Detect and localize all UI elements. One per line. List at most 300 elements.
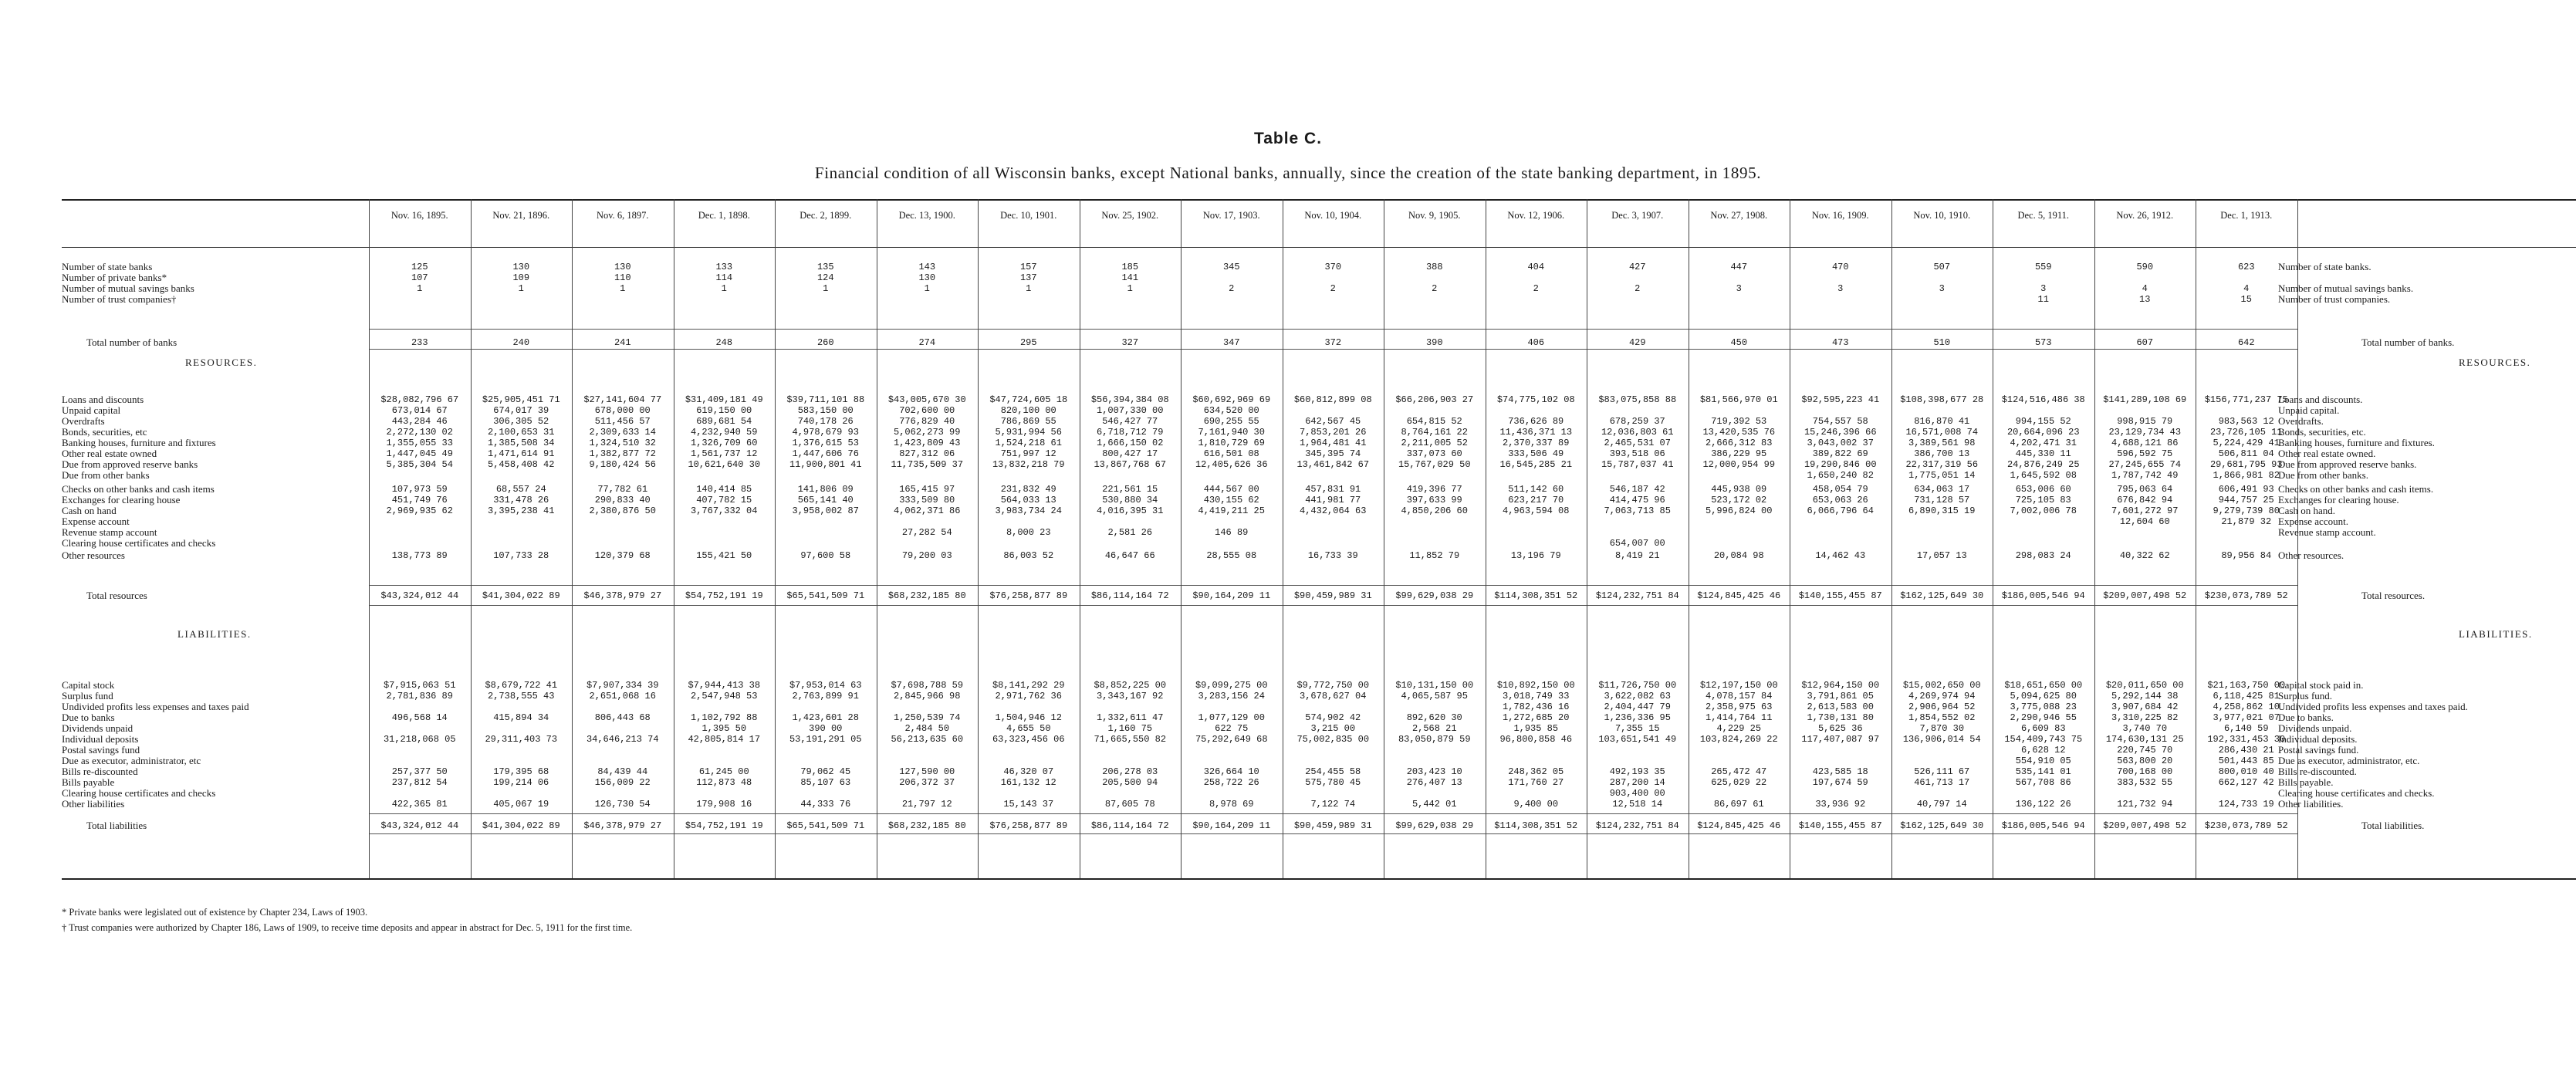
row-label: Individual deposits xyxy=(62,733,139,745)
table-cell: 1,866,981 82 xyxy=(2213,470,2280,481)
table-cell: 4,269,974 94 xyxy=(1908,691,1976,702)
table-cell: 29,311,403 73 xyxy=(485,734,558,745)
table-cell: 114 xyxy=(715,272,733,283)
table-cell: 1,561,737 12 xyxy=(691,448,758,459)
row-label: Banking houses, furniture and fixtures xyxy=(62,437,216,448)
table-cell: $21,163,750 00 xyxy=(2207,680,2286,691)
row-label-right: Number of mutual savings banks. xyxy=(2278,282,2414,294)
row-label: Expense account xyxy=(62,516,130,527)
table-cell: 429 xyxy=(1628,337,1646,348)
table-cell: 42,805,814 17 xyxy=(688,734,761,745)
table-cell: $114,308,351 52 xyxy=(1494,590,1578,601)
table-cell: 689,681 54 xyxy=(696,416,752,427)
table-cell: 220,745 70 xyxy=(2117,745,2173,756)
section-resources: RESOURCES. xyxy=(185,357,258,368)
table-cell: 892,620 30 xyxy=(1406,712,1462,723)
row-label: Total number of banks xyxy=(86,336,177,348)
table-cell: 27,282 54 xyxy=(901,527,952,538)
table-cell: $8,679,722 41 xyxy=(485,680,558,691)
table-cell: 75,292,649 68 xyxy=(1195,734,1268,745)
table-cell: 71,665,550 82 xyxy=(1094,734,1167,745)
section-liabilities: LIABILITIES. xyxy=(177,628,252,640)
table-cell: 14,462 43 xyxy=(1815,550,1866,561)
table-cell: 678,259 37 xyxy=(1609,416,1665,427)
table-cell: 653,063 26 xyxy=(1812,495,1868,505)
table-cell: 719,392 53 xyxy=(1711,416,1767,427)
table-cell: 386,229 95 xyxy=(1711,448,1767,459)
table-cell: 673,014 67 xyxy=(391,405,448,416)
table-cell: 326,664 10 xyxy=(1203,766,1259,777)
table-cell: 257,377 50 xyxy=(391,766,448,777)
row-label: Number of trust companies† xyxy=(62,293,177,305)
table-cell: $66,206,903 27 xyxy=(1395,394,1474,405)
table-cell: 642,567 45 xyxy=(1305,416,1361,427)
table-cell: 103,824,269 22 xyxy=(1699,734,1778,745)
table-cell: 1 xyxy=(1127,283,1133,294)
table-cell: $47,724,605 18 xyxy=(989,394,1068,405)
table-cell: 1,787,742 49 xyxy=(2111,470,2179,481)
table-cell: 4 xyxy=(2243,283,2250,294)
table-cell: 221,561 15 xyxy=(1102,484,1158,495)
column-header: Dec. 1, 1913. xyxy=(2220,210,2273,221)
table-cell: $60,692,969 69 xyxy=(1192,394,1271,405)
table-cell: $186,005,546 94 xyxy=(2001,590,2085,601)
table-cell: 1,077,129 00 xyxy=(1198,712,1265,723)
table-cell: 46,647 66 xyxy=(1104,550,1155,561)
table-cell: 15,787,037 41 xyxy=(1601,459,1674,470)
table-cell: 345 xyxy=(1222,262,1240,272)
table-cell: 13 xyxy=(2139,294,2151,305)
table-cell: 120,379 68 xyxy=(594,550,651,561)
table-cell: $10,892,150 00 xyxy=(1496,680,1575,691)
table-cell: 2 xyxy=(1635,283,1641,294)
table-cell: 7,853,201 26 xyxy=(1300,427,1367,438)
table-cell: 1,414,764 11 xyxy=(1706,712,1773,723)
column-header: Dec. 13, 1900. xyxy=(898,210,955,221)
table-cell: 15,143 37 xyxy=(1003,799,1054,810)
table-cell: 11 xyxy=(2037,294,2049,305)
column-header: Nov. 26, 1912. xyxy=(2116,210,2174,221)
table-cell: 390 xyxy=(1425,337,1443,348)
table-cell: 1,382,877 72 xyxy=(589,448,656,459)
table-cell: 1,250,539 74 xyxy=(894,712,961,723)
table-cell: 46,320 07 xyxy=(1003,766,1054,777)
table-cell: 507 xyxy=(1933,262,1951,272)
table-cell: 405,067 19 xyxy=(493,799,549,810)
table-cell: 79,200 03 xyxy=(901,550,952,561)
table-cell: 386,700 13 xyxy=(1914,448,1970,459)
table-cell: $46,378,979 27 xyxy=(583,820,662,831)
row-label-right: Revenue stamp account. xyxy=(2278,526,2376,538)
table-cell: 450 xyxy=(1730,337,1748,348)
table-cell: 3,775,088 23 xyxy=(2010,702,2077,712)
table-cell: 21,797 12 xyxy=(901,799,952,810)
table-cell: 31,218,068 05 xyxy=(383,734,456,745)
column-header: Nov. 16, 1895. xyxy=(390,210,448,221)
table-cell: $209,007,498 52 xyxy=(2103,820,2187,831)
row-label: Undivided profits less expenses and taxes paid xyxy=(62,701,249,712)
table-cell: 130 xyxy=(918,272,936,283)
row-label: Number of private banks* xyxy=(62,272,167,283)
table-cell: 827,312 06 xyxy=(899,448,955,459)
table-cell: 1,666,150 02 xyxy=(1097,438,1164,448)
table-cell: 154,409,743 75 xyxy=(2004,734,2083,745)
table-cell: 1,423,809 43 xyxy=(894,438,961,448)
table-cell: 156,009 22 xyxy=(594,777,651,788)
table-cell: $18,651,650 00 xyxy=(2004,680,2083,691)
table-cell: 15,246,396 66 xyxy=(1804,427,1877,438)
table-cell: 137 xyxy=(1019,272,1037,283)
table-cell: 248 xyxy=(715,337,733,348)
row-label: Clearing house certificates and checks xyxy=(62,787,216,799)
table-cell: 5,094,625 80 xyxy=(2010,691,2077,702)
row-label-right: Expense account. xyxy=(2278,516,2348,527)
table-cell: 634,063 17 xyxy=(1914,484,1970,495)
row-label-right: Overdrafts. xyxy=(2278,415,2324,427)
table-cell: 4,065,587 95 xyxy=(1401,691,1468,702)
table-cell: $43,005,670 30 xyxy=(887,394,966,405)
table-cell: 97,600 58 xyxy=(800,550,851,561)
table-cell: 3 xyxy=(1939,283,1945,294)
table-cell: 1,355,055 33 xyxy=(386,438,453,448)
table-cell: 22,317,319 56 xyxy=(1905,459,1979,470)
table-cell: 4,978,679 93 xyxy=(792,427,859,438)
row-label: Number of mutual savings banks xyxy=(62,282,194,294)
total-rule xyxy=(369,833,2297,834)
table-cell: $114,308,351 52 xyxy=(1494,820,1578,831)
table-cell: 1 xyxy=(924,283,930,294)
table-cell: 4,258,862 10 xyxy=(2213,702,2280,712)
table-cell: 6,609 83 xyxy=(2020,723,2066,734)
table-cell: $162,125,649 30 xyxy=(1900,590,1984,601)
table-cell: 662,127 42 xyxy=(2218,777,2274,788)
table-cell: 3,767,332 04 xyxy=(691,505,758,516)
table-cell: 642 xyxy=(2237,337,2255,348)
table-cell: 2 xyxy=(1229,283,1235,294)
table-cell: 197,674 59 xyxy=(1812,777,1868,788)
table-cell: 40,322 62 xyxy=(2119,550,2170,561)
row-label-right: Other liabilities. xyxy=(2278,798,2344,810)
table-cell: 4,688,121 86 xyxy=(2111,438,2179,448)
table-cell: 109 xyxy=(512,272,530,283)
table-cell: 458,054 79 xyxy=(1812,484,1868,495)
row-label: Due to banks xyxy=(62,712,115,723)
table-cell: 231,832 49 xyxy=(1000,484,1056,495)
table-cell: 526,111 67 xyxy=(1914,766,1970,777)
table-subtitle: Financial condition of all Wisconsin banks, except National banks, annually, since the creation of the state banking department, in 1895. xyxy=(814,164,1762,182)
table-cell: 86,003 52 xyxy=(1003,550,1054,561)
row-label: Checks on other banks and cash items xyxy=(62,483,215,495)
table-cell: 1 xyxy=(417,283,423,294)
table-cell: 415,894 34 xyxy=(493,712,549,723)
row-label-right: Other real estate owned. xyxy=(2278,448,2376,459)
table-cell: 2 xyxy=(1533,283,1539,294)
table-cell: $9,099,275 00 xyxy=(1195,680,1268,691)
table-cell: $124,845,425 46 xyxy=(1697,590,1781,601)
row-label: Revenue stamp account xyxy=(62,526,157,538)
table-cell: 16,545,285 21 xyxy=(1499,459,1573,470)
table-cell: 107 xyxy=(411,272,428,283)
table-cell: 3,215 00 xyxy=(1310,723,1356,734)
table-cell: 806,443 68 xyxy=(594,712,651,723)
table-cell: 89,956 84 xyxy=(2221,550,2272,561)
table-cell: 13,420,535 76 xyxy=(1702,427,1776,438)
column-header: Nov. 10, 1904. xyxy=(1304,210,1362,221)
table-cell: 87,605 78 xyxy=(1104,799,1155,810)
table-title: Table C. xyxy=(1253,130,1323,147)
row-label: Overdrafts xyxy=(62,415,105,427)
table-cell: 496,568 14 xyxy=(391,712,448,723)
table-cell: 2,370,337 89 xyxy=(1503,438,1570,448)
table-cell: 2,211,005 52 xyxy=(1401,438,1468,448)
table-cell: $10,131,150 00 xyxy=(1395,680,1474,691)
table-cell: $81,566,970 01 xyxy=(1699,394,1778,405)
column-header: Nov. 17, 1903. xyxy=(1202,210,1260,221)
row-label: Dividends unpaid xyxy=(62,722,134,734)
table-cell: 445,938 09 xyxy=(1711,484,1767,495)
table-cell: 5,625 36 xyxy=(1817,723,1863,734)
table-cell: 607 xyxy=(2136,337,2154,348)
table-cell: $140,155,455 87 xyxy=(1798,590,1882,601)
table-cell: 237,812 54 xyxy=(391,777,448,788)
row-label: Unpaid capital xyxy=(62,404,121,416)
row-label: Capital stock xyxy=(62,679,115,691)
row-label: Bills re-discounted xyxy=(62,766,138,777)
row-label: Number of state banks xyxy=(62,261,153,272)
table-cell: 567,708 86 xyxy=(2015,777,2071,788)
table-cell: 34,646,213 74 xyxy=(586,734,659,745)
table-cell: $25,905,451 71 xyxy=(482,394,560,405)
table-cell: 414,475 96 xyxy=(1609,495,1665,505)
table-cell: 6,718,712 79 xyxy=(1097,427,1164,438)
table-cell: 3,389,561 98 xyxy=(1908,438,1976,448)
table-cell: 29,681,795 93 xyxy=(2209,459,2283,470)
table-cell: 130 xyxy=(512,262,530,272)
table-cell: 4,062,371 86 xyxy=(894,505,961,516)
row-label-right: Other resources. xyxy=(2278,549,2344,561)
table-cell: 2,309,633 14 xyxy=(589,427,656,438)
table-cell: $68,232,185 80 xyxy=(887,590,966,601)
table-cell: 393,518 06 xyxy=(1609,448,1665,459)
table-cell: 143 xyxy=(918,262,936,272)
table-cell: $68,232,185 80 xyxy=(887,820,966,831)
table-cell: 451,749 76 xyxy=(391,495,448,505)
row-label: Loans and discounts xyxy=(62,394,144,405)
table-cell: 511,456 57 xyxy=(594,416,651,427)
table-cell: 501,443 85 xyxy=(2218,756,2274,766)
table-cell: 233 xyxy=(411,337,428,348)
table-cell: 4,850,206 60 xyxy=(1401,505,1468,516)
footnote-private-banks: * Private banks were legislated out of existence by Chapter 234, Laws of 1903. xyxy=(62,907,368,918)
table-cell: 654,815 52 xyxy=(1406,416,1462,427)
table-cell: 754,557 58 xyxy=(1812,416,1868,427)
column-header: Nov. 21, 1896. xyxy=(492,210,550,221)
table-cell: 2,100,653 31 xyxy=(488,427,555,438)
table-cell: 260 xyxy=(816,337,834,348)
table-cell: 5,062,273 99 xyxy=(894,427,961,438)
table-cell: 61,245 00 xyxy=(698,766,749,777)
table-cell: 1,160 75 xyxy=(1107,723,1153,734)
table-cell: 430,155 62 xyxy=(1203,495,1259,505)
table-cell: $31,409,181 49 xyxy=(685,394,763,405)
table-cell: 1,782,436 16 xyxy=(1503,702,1570,712)
table-cell: 2,547,948 53 xyxy=(691,691,758,702)
table-cell: $20,011,650 00 xyxy=(2105,680,2184,691)
table-cell: 5,458,408 42 xyxy=(488,459,555,470)
table-cell: 8,764,161 22 xyxy=(1401,427,1468,438)
table-cell: 473 xyxy=(1831,337,1849,348)
table-cell: 77,782 61 xyxy=(597,484,648,495)
table-cell: 1,854,552 02 xyxy=(1908,712,1976,723)
table-cell: 1,645,592 08 xyxy=(2010,470,2077,481)
table-cell: 1,650,240 82 xyxy=(1807,470,1874,481)
row-label-right: Exchanges for clearing house. xyxy=(2278,494,2399,505)
table-cell: 206,372 37 xyxy=(899,777,955,788)
table-cell: 4 xyxy=(2142,283,2148,294)
table-cell: 124,733 19 xyxy=(2218,799,2274,810)
table-cell: $65,541,509 71 xyxy=(786,820,865,831)
table-cell: 83,050,879 59 xyxy=(1398,734,1471,745)
table-cell: 2,781,836 89 xyxy=(386,691,453,702)
table-cell: 443,284 46 xyxy=(391,416,448,427)
table-cell: 702,600 00 xyxy=(899,405,955,416)
table-cell: 3,678,627 04 xyxy=(1300,691,1367,702)
table-cell: 136,906,014 54 xyxy=(1902,734,1981,745)
table-cell: 28,555 08 xyxy=(1206,550,1257,561)
table-cell: 19,290,846 00 xyxy=(1804,459,1877,470)
table-cell: $108,398,677 28 xyxy=(1900,394,1984,405)
table-cell: 1,447,045 49 xyxy=(386,448,453,459)
table-cell: 2,906,964 52 xyxy=(1908,702,1976,712)
column-header: Nov. 9, 1905. xyxy=(1408,210,1461,221)
table-cell: 1 xyxy=(823,283,829,294)
table-cell: 511,142 60 xyxy=(1508,484,1564,495)
table-cell: 15,767,029 50 xyxy=(1398,459,1471,470)
table-cell: $90,164,209 11 xyxy=(1192,590,1271,601)
table-cell: 126,730 54 xyxy=(594,799,651,810)
column-header: Dec. 3, 1907. xyxy=(1611,210,1664,221)
table-cell: 265,472 47 xyxy=(1711,766,1767,777)
table-cell: 445,330 11 xyxy=(2015,448,2071,459)
table-cell: 86,697 61 xyxy=(1713,799,1764,810)
table-cell: 248,362 05 xyxy=(1508,766,1564,777)
table-cell: 203,423 10 xyxy=(1406,766,1462,777)
table-cell: 574,902 42 xyxy=(1305,712,1361,723)
table-cell: 11,735,509 37 xyxy=(891,459,964,470)
table-cell: 506,811 04 xyxy=(2218,448,2274,459)
table-cell: $65,541,509 71 xyxy=(786,590,865,601)
table-cell: 337,073 60 xyxy=(1406,448,1462,459)
table-cell: 3,395,238 41 xyxy=(488,505,555,516)
table-cell: $39,711,101 88 xyxy=(786,394,865,405)
table-cell: 7,122 74 xyxy=(1310,799,1356,810)
table-cell: 12,604 60 xyxy=(2119,516,2170,527)
table-cell: 13,832,218 79 xyxy=(992,459,1065,470)
table-cell: 127,590 00 xyxy=(899,766,955,777)
table-cell: 3,283,156 24 xyxy=(1198,691,1265,702)
total-rule xyxy=(369,585,2297,586)
table-cell: $156,771,237 75 xyxy=(2204,394,2288,405)
table-cell: 276,407 13 xyxy=(1406,777,1462,788)
table-cell: 1 xyxy=(518,283,524,294)
row-label-right: Due from approved reserve banks. xyxy=(2278,458,2417,470)
table-cell: 983,563 12 xyxy=(2218,416,2274,427)
table-cell: 1,236,336 95 xyxy=(1604,712,1671,723)
table-cell: $11,726,750 00 xyxy=(1598,680,1677,691)
row-label-right: Surplus fund. xyxy=(2278,690,2333,702)
table-cell: $7,944,413 38 xyxy=(688,680,761,691)
table-cell: $7,907,334 39 xyxy=(586,680,659,691)
table-cell: 596,592 75 xyxy=(2117,448,2173,459)
table-cell: 7,355 15 xyxy=(1614,723,1660,734)
table-cell: 9,400 00 xyxy=(1513,799,1559,810)
table-cell: 510 xyxy=(1933,337,1951,348)
table-cell: 185 xyxy=(1121,262,1139,272)
total-rule xyxy=(369,813,2297,814)
table-cell: 75,002,835 00 xyxy=(1296,734,1370,745)
table-cell: 124 xyxy=(816,272,834,283)
table-cell: $209,007,498 52 xyxy=(2103,590,2187,601)
table-cell: 751,997 12 xyxy=(1000,448,1056,459)
table-cell: 535,141 01 xyxy=(2015,766,2071,777)
table-cell: 345,395 74 xyxy=(1305,448,1361,459)
table-cell: $83,075,858 88 xyxy=(1598,394,1677,405)
table-cell: 107,733 28 xyxy=(493,550,549,561)
table-cell: $74,775,102 08 xyxy=(1496,394,1575,405)
table-cell: $92,595,223 41 xyxy=(1801,394,1880,405)
table-cell: $56,394,384 08 xyxy=(1090,394,1169,405)
table-cell: 125 xyxy=(411,262,428,272)
table-cell: 2,272,130 02 xyxy=(386,427,453,438)
table-cell: 141 xyxy=(1121,272,1139,283)
table-cell: 676,842 94 xyxy=(2117,495,2173,505)
table-cell: 13,461,842 67 xyxy=(1296,459,1370,470)
table-cell: 944,757 25 xyxy=(2218,495,2274,505)
table-cell: 6,066,796 64 xyxy=(1807,505,1874,516)
row-label-right: Due from other banks. xyxy=(2278,469,2368,481)
table-cell: 575,780 45 xyxy=(1305,777,1361,788)
table-cell: 388 xyxy=(1425,262,1443,272)
table-cell: 795,063 64 xyxy=(2117,484,2173,495)
table-cell: 286,430 21 xyxy=(2218,745,2274,756)
table-cell: 165,415 97 xyxy=(899,484,955,495)
table-cell: 107,973 59 xyxy=(391,484,448,495)
table-cell: 4,202,471 31 xyxy=(2010,438,2077,448)
table-cell: 79,062 45 xyxy=(800,766,851,777)
table-cell: 7,870 30 xyxy=(1919,723,1965,734)
table-cell: 3,310,225 82 xyxy=(2111,712,2179,723)
table-cell: 2,568 21 xyxy=(1411,723,1457,734)
table-cell: 2,380,876 50 xyxy=(589,505,656,516)
table-cell: 199,214 06 xyxy=(493,777,549,788)
column-header: Nov. 6, 1897. xyxy=(596,210,649,221)
table-cell: 725,105 83 xyxy=(2015,495,2071,505)
table-cell: $27,141,604 77 xyxy=(583,394,662,405)
table-cell: 1,775,051 14 xyxy=(1908,470,1976,481)
table-cell: 23,726,105 11 xyxy=(2209,427,2283,438)
table-cell: 1,471,614 91 xyxy=(488,448,555,459)
total-rule xyxy=(369,349,2297,350)
table-cell: 1,423,601 28 xyxy=(792,712,859,723)
table-cell: 2,845,966 98 xyxy=(894,691,961,702)
table-cell: 6,628 12 xyxy=(2020,745,2066,756)
row-label-right: Checks on other banks and cash items. xyxy=(2278,483,2434,495)
row-label: Due from approved reserve banks xyxy=(62,458,198,470)
table-cell: 1,810,729 69 xyxy=(1198,438,1265,448)
table-cell: 423,585 18 xyxy=(1812,766,1868,777)
table-cell: $186,005,546 94 xyxy=(2001,820,2085,831)
table-cell: 254,455 58 xyxy=(1305,766,1361,777)
